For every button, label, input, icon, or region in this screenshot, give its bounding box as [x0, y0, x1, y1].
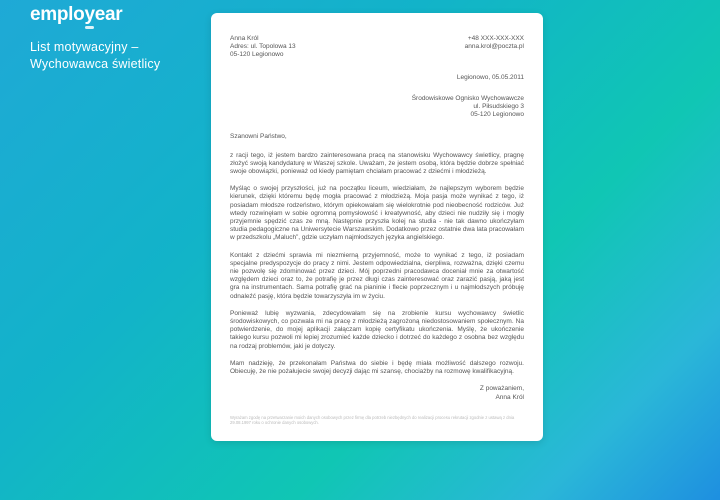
- sender-phone: +48 XXX-XXX-XXX: [467, 35, 524, 42]
- sender-email: anna.krol@poczta.pl: [464, 43, 524, 51]
- sender-name: Anna Król: [230, 35, 259, 42]
- employear-logo[interactable]: [30, 4, 122, 26]
- letter-paragraph: Kontakt z dziećmi sprawia mi niezmierną przyjemność, może to wynikać z tego, iż posiadam specjalne predyspozycje do pracy z nimi. Jestem odpowiedzialna, cierpliwa, rozważna, dzięki czemu nie pozwolę się zdominować przez dzieci. Mój poprzedni pracodawca doceniał mnie za otwartość względem dzieci oraz to, że potrafię je przez długi czas zainteresować oraz zarazić pasją, jaką jest gra na instrumentach. Sama potrafię grać na pianinie i flecie poprzecznym i u najmłodszych próbuję odnaleźć pasję, która będzie towarzyszyła im w życiu.: [230, 251, 524, 300]
- sender-block: [230, 35, 296, 60]
- letter-paragraph: z racji tego, iż jestem bardzo zainteresowana pracą na stanowisku Wychowawcy świetlicy, pragnę złożyć swoją kandydaturę w Waszej szkole. Uważam, że jestem osobą, która będzie dobrze spełniać swoje obowiązki, ponieważ od kiedy pamiętam chciałam pracować z dziećmi i młodzieżą.: [230, 151, 524, 176]
- logo-text-y: y: [84, 4, 95, 25]
- letter-paragraph: Ponieważ lubię wyzwania, zdecydowałam się na zrobienie kursu wychowawcy świetlic środowiskowych, co pozwala mi na pracę z młodzieżą zagrożoną niedostosowaniem społecznym. Na potwierdzenie, do mojej aplikacji załączam kopię certyfikatu ukończenia. Myślę, że ukończenie takiego kursu pozwoli mi lepiej zrozumieć każde dziecko i dotrzeć do każdego z osobna bez względu na rodzaj problemów, jaki je dotyczy.: [230, 309, 524, 350]
- letter-date: Legionowo, 05.05.2011: [456, 73, 524, 81]
- recipient-org: Środowiskowe Ognisko Wychowawcze: [411, 94, 524, 102]
- letter-document: [211, 13, 543, 441]
- closing-signature: Anna Król: [495, 393, 524, 401]
- logo-text-suffix: ear: [94, 4, 123, 25]
- sender-address: Adres: ul. Topolowa 13: [230, 43, 296, 51]
- sender-contact: [465, 35, 524, 60]
- recipient-street: ul. Piłsudskiego 3: [473, 103, 524, 111]
- recipient-block: [230, 95, 524, 120]
- letter-paragraph: Myśląc o swojej przyszłości, już na początku liceum, wiedziałam, że najlepszym wyborem będzie kierunek, dzięki któremu będę mogła pracować z młodzieżą. Moja pasja może wynikać z tego, iż posiadam młodsze rodzeństwo, którym opiekowałam się wielokrotnie pod nieobecność rodziców. Już wtedy rozwinęłam w sobie ogromną pomysłowość i kreatywność, aby dzieci nie nudziły się i mogły przyjemnie spędzić czas ze mną. Następnie przyszła kolej na studia - nie tak dawno ukończyłam studia pedagogiczne na Uniwersytecie Warszawskim. Dodatkowo przez ostatnie dwa lata pracowałam w przedszkolu „Maluch”, gdzie uczyłam najmłodszych języka angielskiego.: [230, 185, 524, 242]
- logo-text-prefix: emplo: [30, 4, 85, 25]
- closing-salutation: Z poważaniem,: [479, 385, 524, 393]
- letter-closing: [230, 385, 524, 401]
- letter-header: [230, 35, 524, 60]
- page-title: List motywacyjny – Wychowawca świetlicy: [30, 40, 161, 71]
- letter-paragraph: Mam nadzieję, że przekonałam Państwa do siebie i będę miała możliwość dalszego rozwoju. Obiecuję, że nie pożałujecie swojej decyzji dając mi szansę, chociażby na rozmowę kwalifikacyjną.: [230, 359, 524, 376]
- sender-city: 05-120 Legionowo: [230, 51, 284, 59]
- letter-body: [230, 152, 524, 377]
- gdpr-clause: Wyrażam zgodę na przetwarzanie moich danych osobowych przez firmę dla potrzeb niezbędnych do realizacji procesu rekrutacji zgodnie z ustawą z dnia 29.08.1997 roku o ochronie danych osobowych.: [230, 415, 515, 426]
- recipient-city: 05-120 Legionowo: [470, 111, 524, 119]
- letter-greeting: Szanowni Państwo,: [230, 133, 287, 141]
